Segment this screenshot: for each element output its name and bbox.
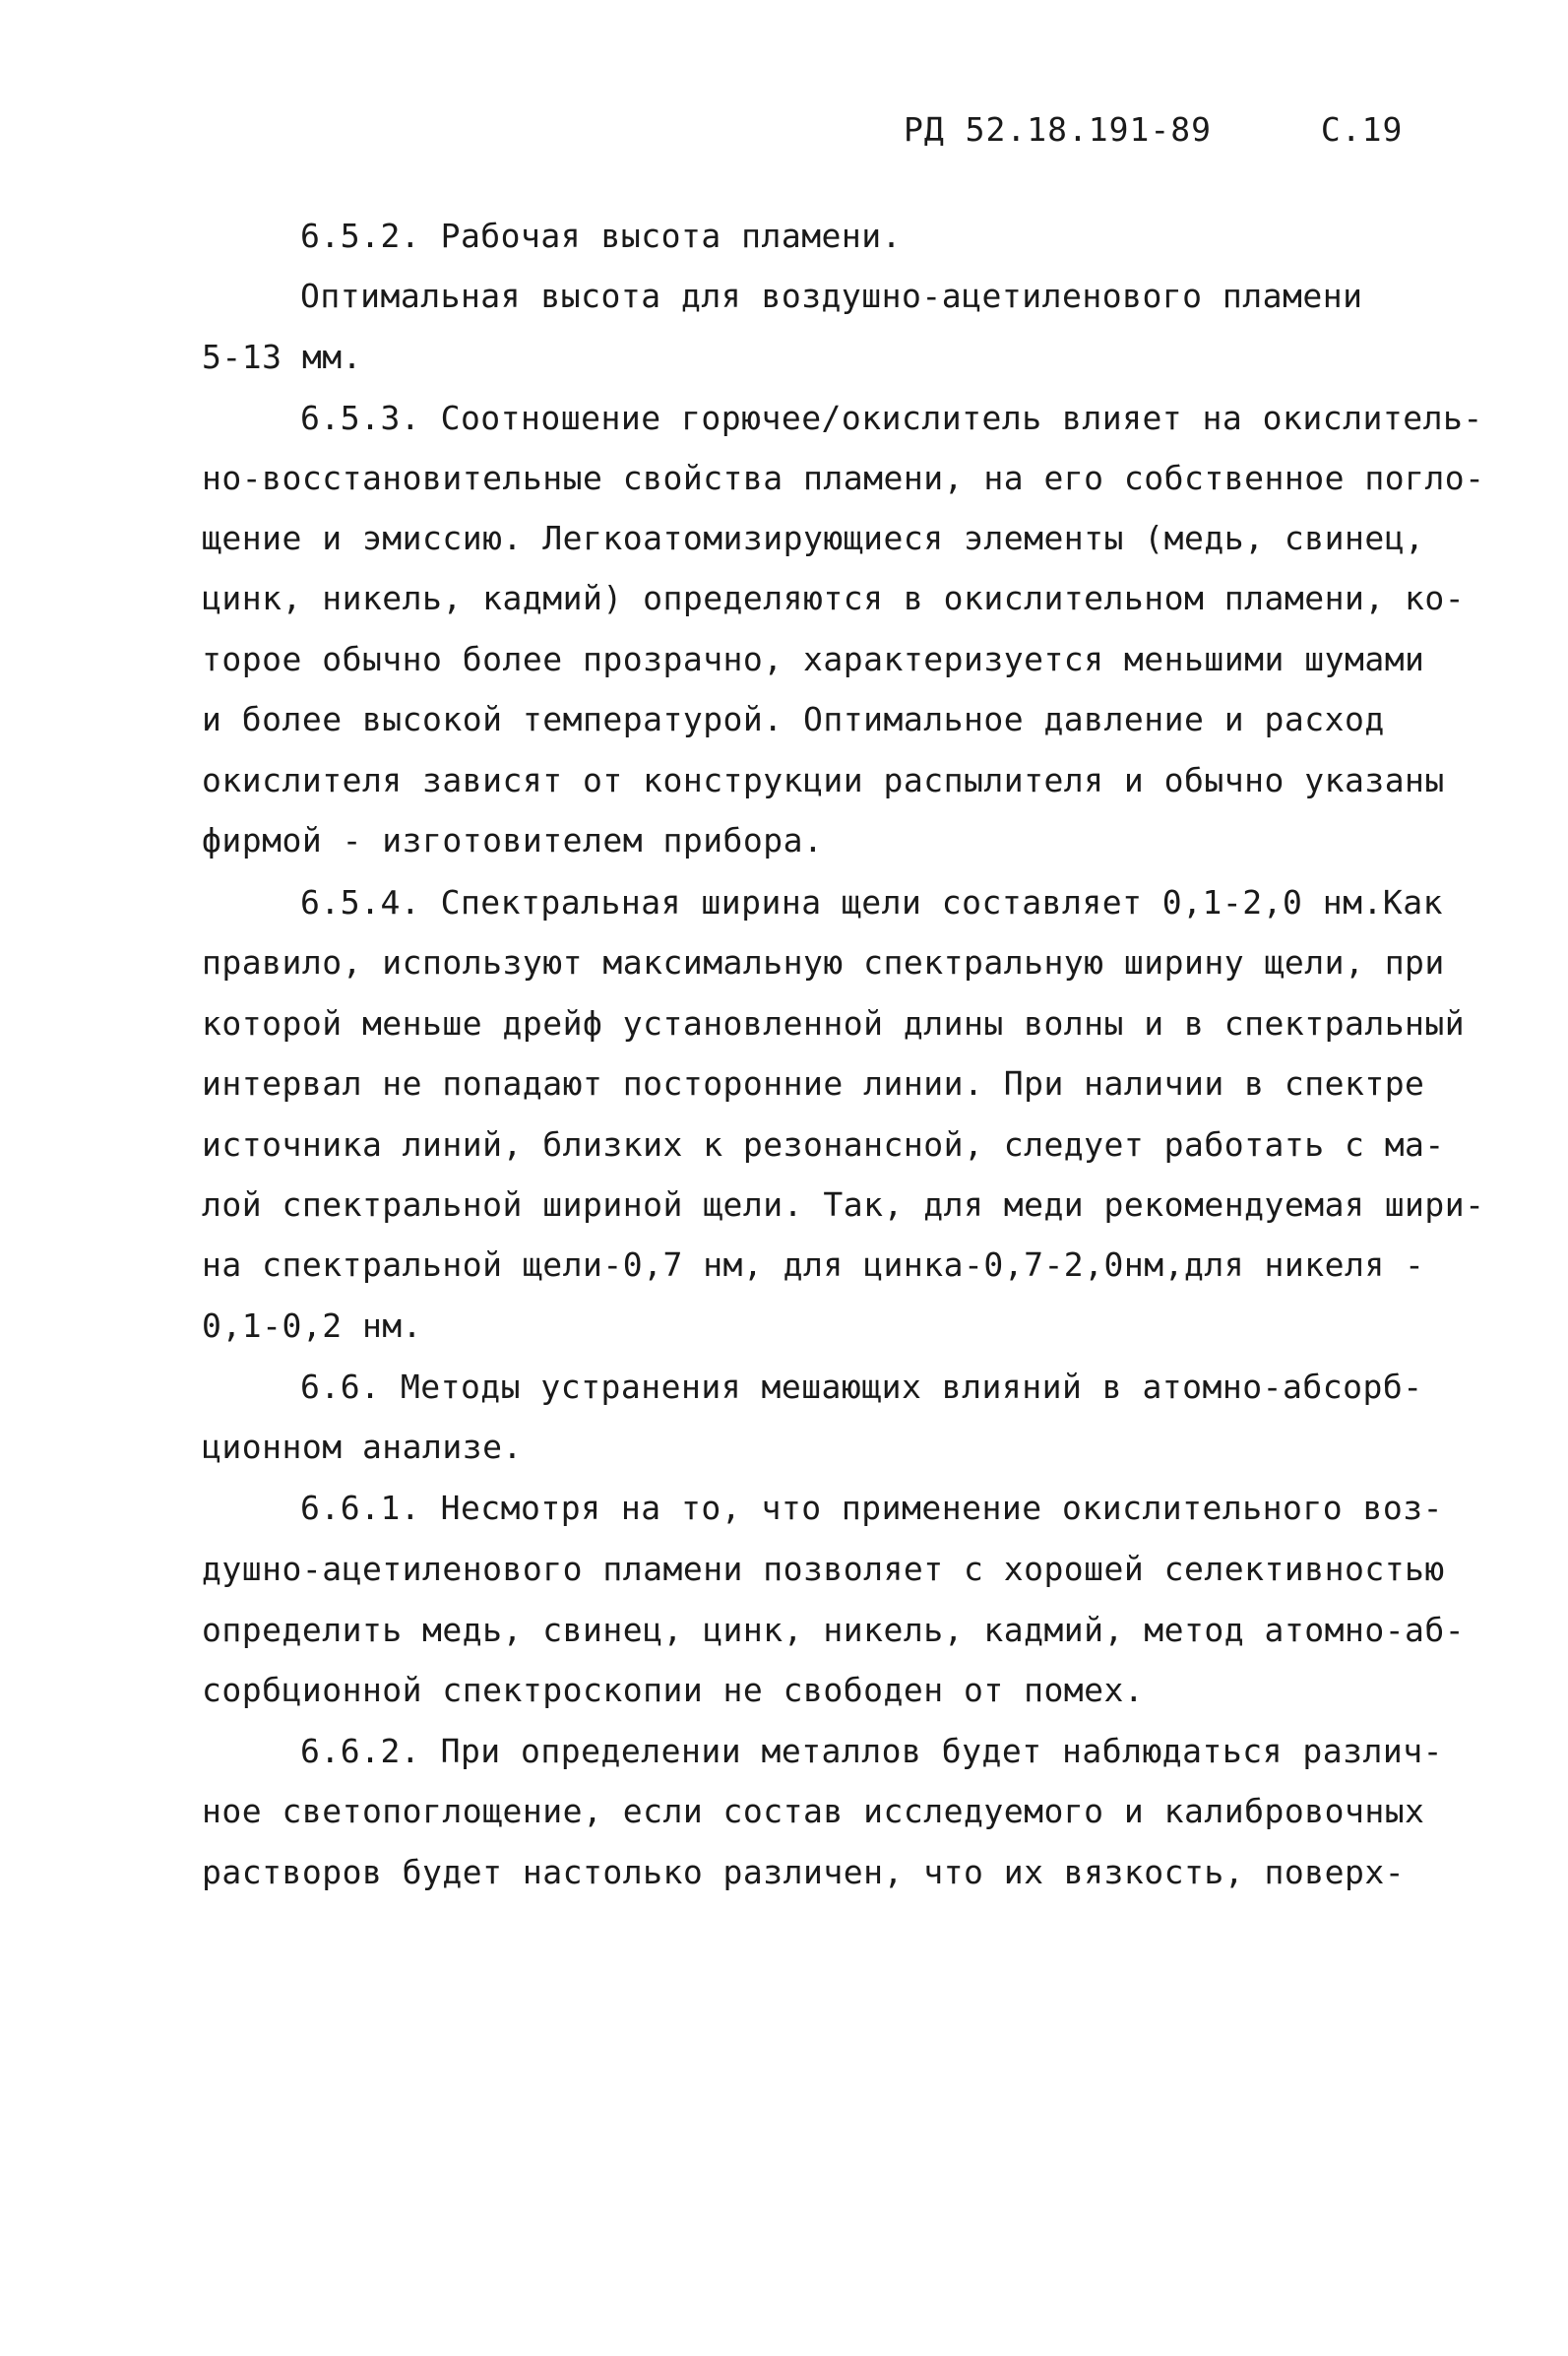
text-line: сорбционной спектроскопии не свободен от помех.	[202, 1671, 1145, 1709]
text-line: правило, используют максимальную спектральную ширину щели, при	[202, 943, 1445, 982]
section-heading-6-5-3: 6.5.3. Соотношение горючее/окислитель влияет на окислитель-	[300, 399, 1483, 437]
text-line: окислителя зависят от конструкции распылителя и обычно указаны	[202, 761, 1445, 799]
text-line: и более высокой температурой. Оптимальное давление и расход	[202, 700, 1385, 738]
text-line: интервал не попадают посторонние линии. При наличии в спектре	[202, 1064, 1425, 1103]
text-line: торое обычно более прозрачно, характеризуется меньшими шумами	[202, 640, 1425, 678]
document-code: РД 52.18.191-89	[904, 110, 1213, 149]
text-line: ное светопоглощение, если состав исследуемого и калибровочных	[202, 1792, 1425, 1830]
text-line: Оптимальная высота для воздушно-ацетиленового пламени	[300, 277, 1363, 315]
section-heading-6-6-2: 6.6.2. При определении металлов будет наблюдаться различ-	[300, 1732, 1443, 1770]
text-line: определить медь, свинец, цинк, никель, кадмий, метод атомно-аб-	[202, 1611, 1466, 1649]
section-heading-6-5-4: 6.5.4. Спектральная ширина щели составляет 0,1-2,0 нм.Как	[300, 883, 1443, 922]
section-heading-6-5-2: 6.5.2. Рабочая высота пламени.	[300, 217, 903, 255]
text-line: душно-ацетиленового пламени позволяет с хорошей селективностью	[202, 1550, 1445, 1588]
text-line: лой спектральной шириной щели. Так, для меди рекомендуемая шири-	[202, 1185, 1485, 1224]
text-line: которой меньше дрейф установленной длины волны и в спектральный	[202, 1004, 1466, 1043]
text-line: 5-13 мм.	[202, 338, 362, 376]
text-line: цинк, никель, кадмий) определяются в окислительном пламени, ко-	[202, 579, 1466, 617]
text-line: но-восстановительные свойства пламени, на его собственное погло-	[202, 459, 1485, 497]
text-line: ционном анализе.	[202, 1428, 523, 1466]
section-heading-6-6-1: 6.6.1. Несмотря на то, что применение окислительного воз-	[300, 1489, 1443, 1527]
section-heading-6-6: 6.6. Методы устранения мешающих влияний в атомно-абсорб-	[300, 1368, 1423, 1406]
text-line: растворов будет настолько различен, что их вязкость, поверх-	[202, 1853, 1406, 1891]
text-line: фирмой - изготовителем прибора.	[202, 821, 824, 860]
text-line: источника линий, близких к резонансной, следует работать с ма-	[202, 1125, 1445, 1164]
page-number: С.19	[1320, 110, 1404, 149]
page-header	[904, 110, 1403, 149]
text-line: 0,1-0,2 нм.	[202, 1306, 423, 1345]
text-line: щение и эмиссию. Легкоатомизирующиеся элементы (медь, свинец,	[202, 519, 1425, 557]
text-line: на спектральной щели-0,7 нм, для цинка-0,7-2,0нм,для никеля -	[202, 1245, 1425, 1284]
